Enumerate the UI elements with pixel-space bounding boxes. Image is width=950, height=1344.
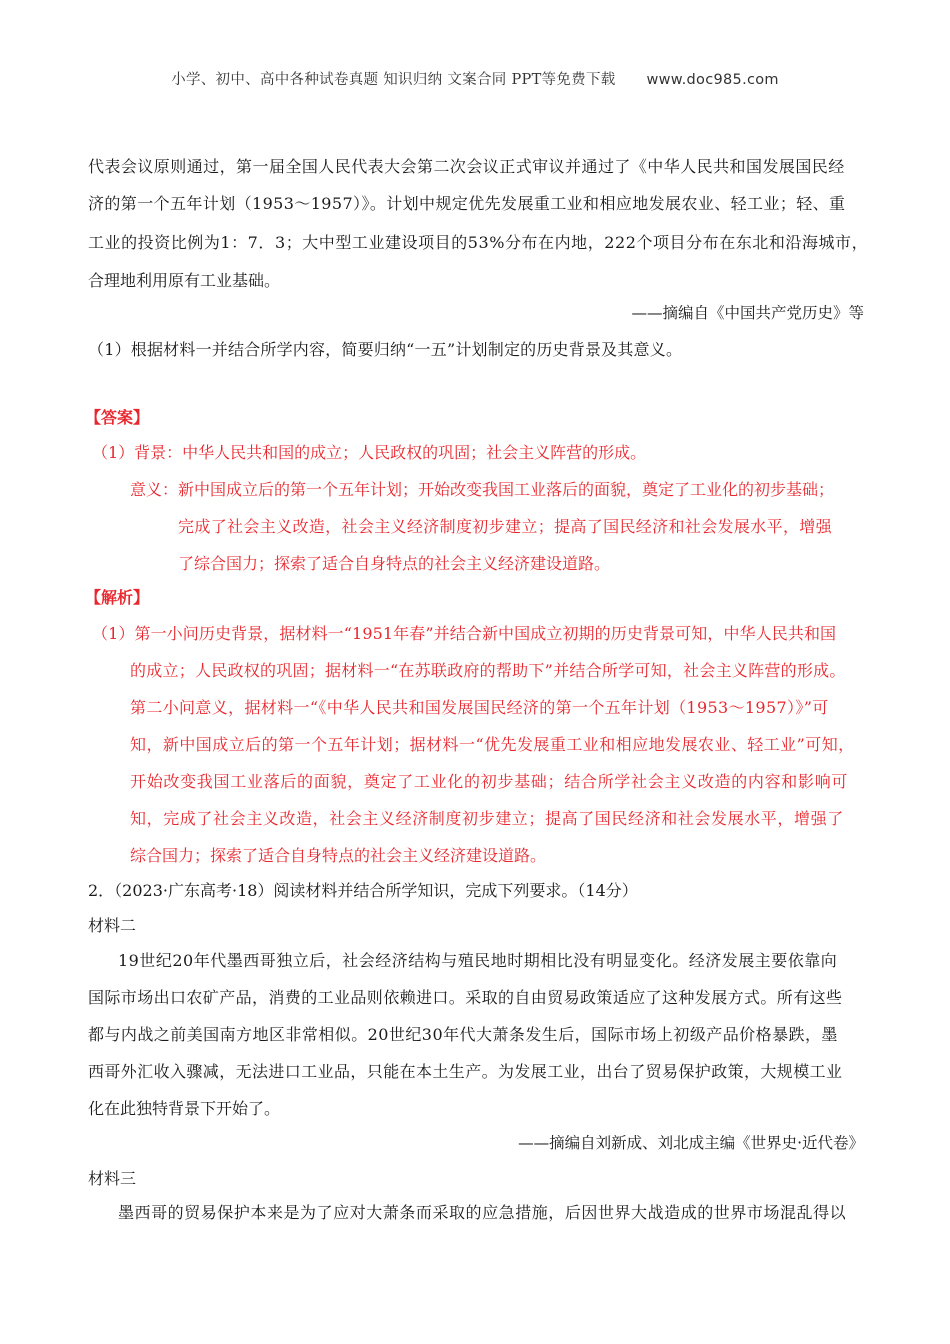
answer-meaning-line: 完成了社会主义改造，社会主义经济制度初步建立；提高了国民经济和社会发展水平，增强	[178, 517, 833, 536]
material2-line: 化在此独特背景下开始了。	[88, 1099, 281, 1118]
material2-source: ——摘编自刘新成、刘北成主编《世界史·近代卷》	[518, 1134, 864, 1152]
material1-source: ——摘编自《中国共产党历史》等	[631, 304, 864, 322]
material1-line: 代表会议原则通过，第一届全国人民代表大会第二次会议正式审议并通过了《中华人民共和国发展国民经	[88, 157, 845, 176]
material2-line: 西哥外汇收入骤减，无法进口工业品，只能在本土生产。为发展工业，出台了贸易保护政策，大规模工业	[88, 1062, 843, 1081]
material2-line: 19世纪20年代墨西哥独立后，社会经济结构与殖民地时期相比没有明显变化。经济发展主要依靠向	[118, 951, 838, 970]
material1-line: 济的第一个五年计划（1953～1957）》。计划中规定优先发展重工业和相应地发展农业、轻工业；轻、重	[88, 194, 846, 213]
analysis-line: 知，新中国成立后的第一个五年计划；据材料一“优先发展重工业和相应地发展农业、轻工业”可知，	[130, 735, 855, 754]
page-header	[0, 68, 950, 89]
answer-tag: 【答案】	[85, 408, 150, 427]
question-2: 2．（2023·广东高考·18）阅读材料并结合所学知识，完成下列要求。（14分）	[88, 881, 638, 900]
analysis-line: （1）第一小问历史背景，据材料一“1951年春”并结合新中国成立初期的历史背景可知，中华人民共和国	[92, 624, 837, 643]
material2-title: 材料二	[88, 916, 137, 935]
question-1: （1）根据材料一并结合所学内容，简要归纳“一五”计划制定的历史背景及其意义。	[88, 340, 683, 359]
answer-background: （1）背景：中华人民共和国的成立；人民政权的巩固；社会主义阵营的形成。	[92, 443, 647, 462]
analysis-line: 开始改变我国工业落后的面貌，奠定了工业化的初步基础；结合所学社会主义改造的内容和影响可	[130, 772, 849, 791]
material1-line: 工业的投资比例为1：7．3；大中型工业建设项目的53%分布在内地，222个项目分布在东北和沿海城市，	[88, 233, 869, 252]
material2-line: 都与内战之前美国南方地区非常相似。20世纪30年代大萧条发生后，国际市场上初级产品价格暴跌，墨	[88, 1025, 838, 1044]
answer-meaning-line: 了综合国力；探索了适合自身特点的社会主义经济建设道路。	[178, 554, 611, 573]
analysis-line: 第二小问意义，据材料一“《中华人民共和国发展国民经济的第一个五年计划（1953～1957）》”可	[130, 698, 829, 717]
material3-title: 材料三	[88, 1169, 137, 1188]
header-text: 小学、初中、高中各种试卷真题 知识归纳 文案合同 PPT等免费下载	[171, 72, 616, 88]
analysis-line: 的成立；人民政权的巩固；据材料一“在苏联政府的帮助下”并结合所学可知，社会主义阵营的形成。	[130, 661, 846, 680]
header-site: www.doc985.com	[646, 72, 779, 88]
analysis-tag: 【解析】	[85, 588, 150, 607]
material1-line: 合理地利用原有工业基础。	[88, 271, 281, 290]
answer-meaning-line: 意义：新中国成立后的第一个五年计划；开始改变我国工业落后的面貌，奠定了工业化的初步基础；	[130, 480, 835, 499]
material3-line: 墨西哥的贸易保护本来是为了应对大萧条而采取的应急措施，后因世界大战造成的世界市场混乱得以	[118, 1203, 847, 1222]
material2-line: 国际市场出口农矿产品，消费的工业品则依赖进口。采取的自由贸易政策适应了这种发展方式。所有这些	[88, 988, 843, 1007]
analysis-line: 综合国力；探索了适合自身特点的社会主义经济建设道路。	[130, 846, 547, 865]
analysis-line: 知，完成了社会主义改造，社会主义经济制度初步建立；提高了国民经济和社会发展水平，增强了	[130, 809, 844, 828]
